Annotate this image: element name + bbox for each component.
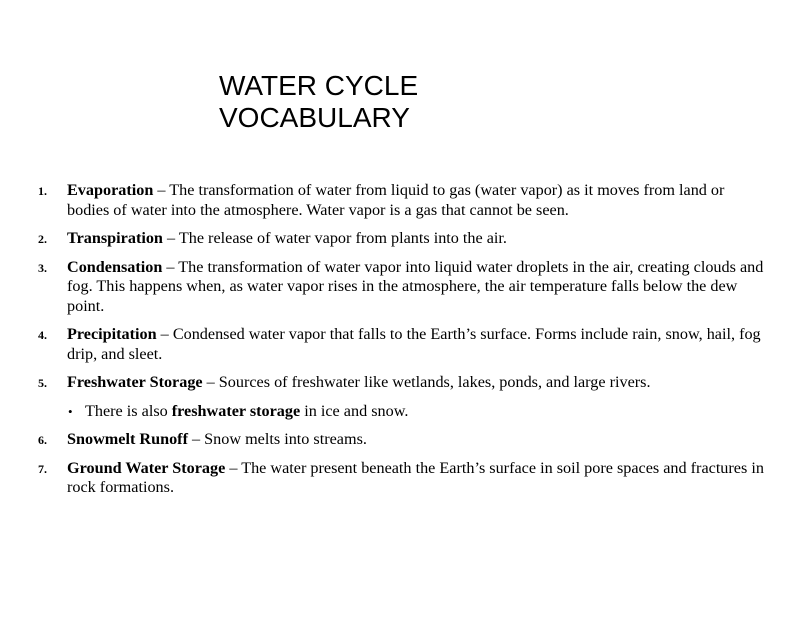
item-term: Transpiration	[67, 229, 163, 247]
item-term: Snowmelt Runoff	[67, 430, 188, 448]
vocabulary-list	[38, 181, 768, 507]
item-definition: – The transformation of water vapor into liquid water droplets in the air, creating clouds and fog. This happens when, as water vapor rises in the atmosphere, the air temperature falls below the dew point.	[67, 257, 764, 315]
item-number: 5.	[38, 376, 47, 390]
page-title	[219, 70, 418, 134]
sub-bullet-ice-snow	[38, 402, 768, 422]
item-number: 6.	[38, 433, 47, 447]
item-term: Evaporation	[67, 181, 154, 199]
item-term: Ground Water Storage	[67, 458, 226, 477]
item-number: 1.	[38, 184, 47, 198]
sub-bullet-suffix: in ice and snow.	[300, 401, 409, 420]
item-number: 2.	[38, 232, 47, 246]
item-number: 7.	[38, 461, 47, 476]
item-definition: – Sources of freshwater like wetlands, lakes, ponds, and large rivers.	[202, 373, 651, 391]
list-item-transpiration	[38, 229, 768, 249]
item-term: Precipitation	[67, 325, 157, 343]
list-item-freshwater-storage	[38, 373, 768, 393]
title-line-2: VOCABULARY	[219, 102, 410, 133]
list-item-ground-water-storage	[38, 459, 768, 498]
list-item-evaporation	[38, 181, 768, 220]
list-item-condensation	[38, 258, 768, 317]
item-number: 4.	[38, 328, 47, 342]
item-definition: – Condensed water vapor that falls to the Earth’s surface. Forms include rain, snow, hail, fog drip, and sleet.	[67, 325, 761, 363]
bullet-icon: •	[68, 403, 73, 419]
item-definition: – The transformation of water from liquid to gas (water vapor) as it moves from land or bodies of water into the atmosphere. Water vapor is a gas that cannot be seen.	[67, 181, 725, 219]
list-item-snowmelt-runoff	[38, 430, 768, 450]
list-item-precipitation	[38, 325, 768, 364]
title-line-1: WATER CYCLE	[219, 70, 419, 101]
item-number: 3.	[38, 260, 47, 275]
item-term: Freshwater Storage	[67, 373, 203, 391]
sub-bullet-prefix: There is also	[85, 401, 172, 420]
item-definition: – The water present beneath the Earth’s surface in soil pore spaces and fractures in rock formations.	[67, 458, 764, 496]
item-definition: – The release of water vapor from plants into the air.	[162, 229, 507, 247]
item-term: Condensation	[67, 257, 163, 276]
sub-bullet-bold: freshwater storage	[171, 401, 301, 420]
item-definition: – Snow melts into streams.	[187, 430, 367, 448]
